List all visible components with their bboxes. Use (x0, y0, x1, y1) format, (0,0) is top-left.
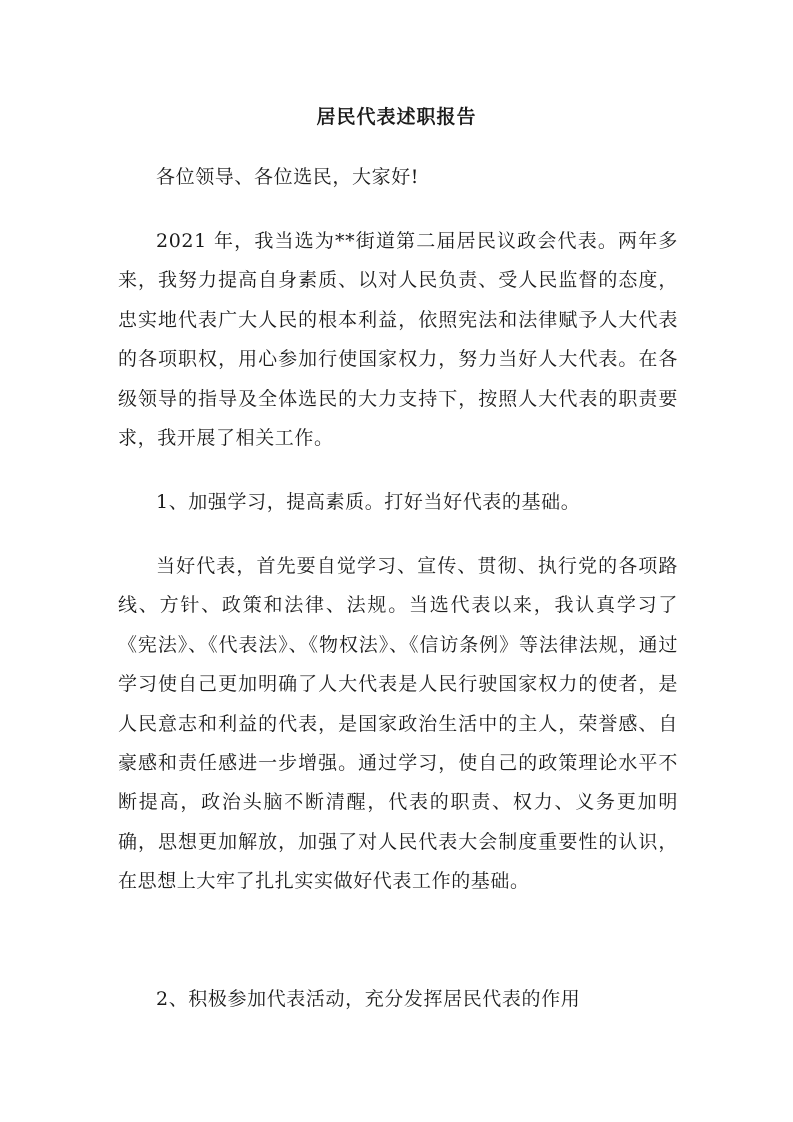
section-heading-2: 2、积极参加代表活动，充分发挥居民代表的作用 (156, 988, 581, 1010)
section-1-body-paragraph: 当好代表，首先要自觉学习、宣传、贯彻、执行党的各项路线、方针、政策和法律、法规。当选代表以来，我认真学习了《宪法》、《代表法》、《物权法》、《信访条例》等法律法规，通过学习使自己更加明确了人大代表是人民行驶国家权力的使者，是人民意志和利益的代表，是国家政治生活中的主人，荣誉感、自豪感和责任感进一步增强。通过学习，使自己的政策理论水平不断提高，政治头脑不断清醒，代表的职责、权力、义务更加明确，思想更加解放，加强了对人民代表大会制度重要性的认识，在思想上大牢了扎扎实实做好代表工作的基础。 (118, 555, 678, 893)
greeting-paragraph: 各位领导、各位选民，大家好! (156, 166, 420, 188)
intro-paragraph: 2021 年，我当选为**街道第二届居民议政会代表。两年多来，我努力提高自身素质、以对人民负责、受人民监督的态度，忠实地代表广大人民的根本利益，依照宪法和法律赋予人大代表的各项职权，用心参加行使国家权力，努力当好人大代表。在各级领导的指导及全体选民的大力支持下，按照人大代表的职责要求，我开展了相关工作。 (118, 230, 678, 450)
document-title: 居民代表述职报告 (316, 106, 477, 128)
section-heading-1: 1、加强学习，提高素质。打好当好代表的基础。 (156, 491, 581, 513)
